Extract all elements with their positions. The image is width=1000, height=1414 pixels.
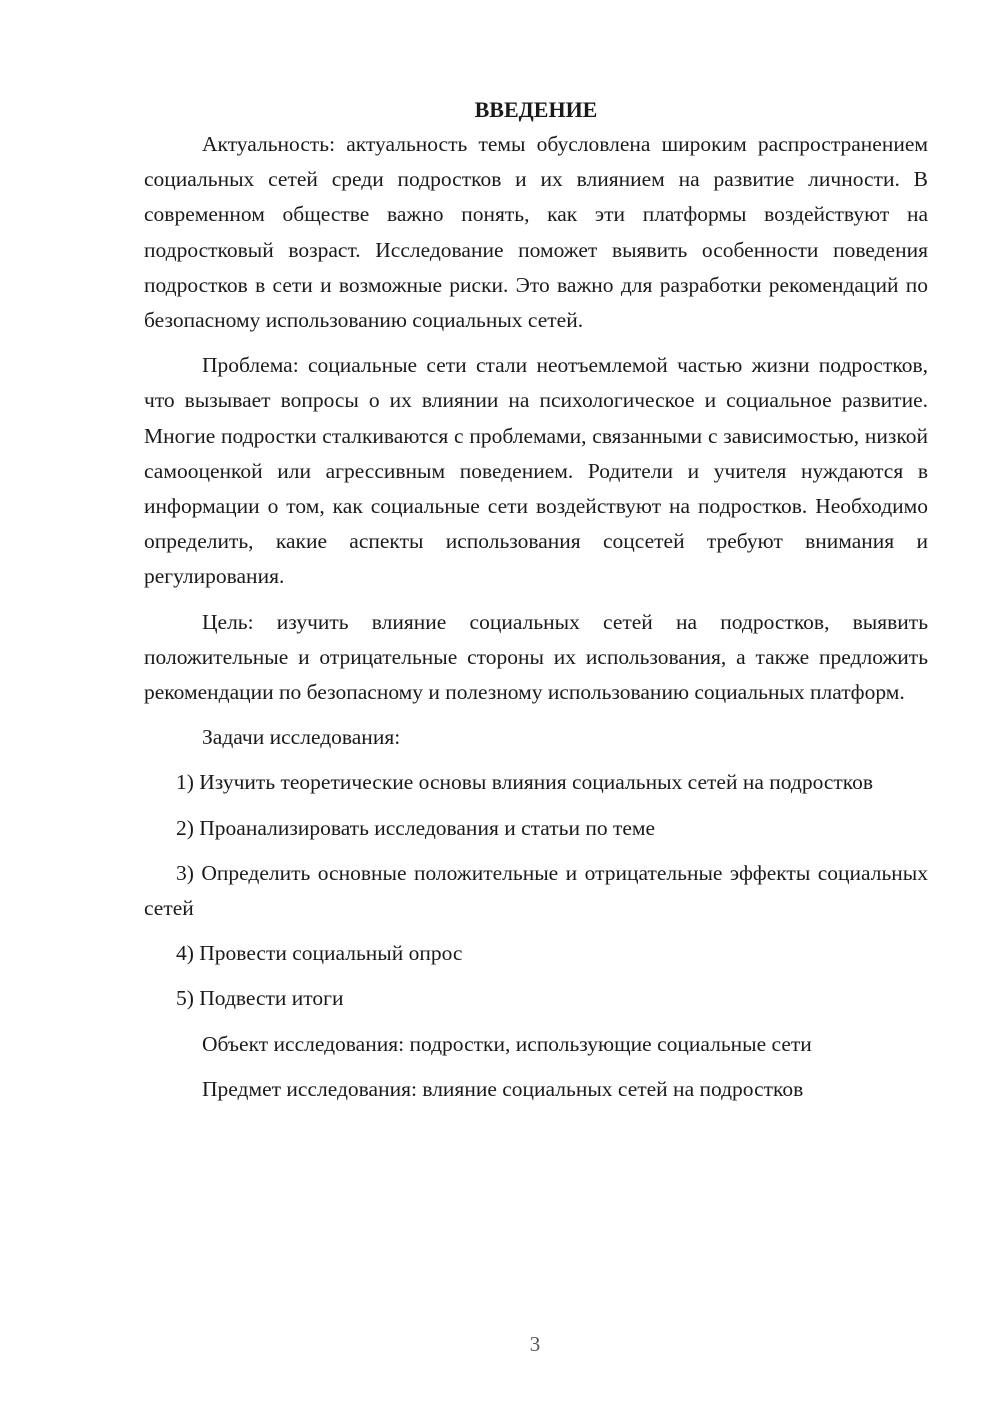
problem-paragraph: Проблема: социальные сети стали неотъемлемой частью жизни подростков, что вызывает вопросы о их влиянии на психологическое и социальное развитие. Многие подростки сталкиваются с проблемами, связанными с зависимостью, низкой самооценкой или агрессивным поведением. Родители и учителя нуждаются в информации о том, как социальные сети воздействуют на подростков. Необходимо определить, какие аспекты использования соцсетей требуют внимания и регулирования. <box>144 353 928 589</box>
task-item-2: 2) Проанализировать исследования и статьи по теме <box>176 815 656 840</box>
page-title: ВВЕДЕНИЕ <box>474 97 598 122</box>
research-object: Объект исследования: подростки, использующие социальные сети <box>202 1031 812 1056</box>
task-item-4: 4) Провести социальный опрос <box>176 941 463 966</box>
task-item-3: 3) Определить основные положительные и отрицательные эффекты социальных сетей <box>144 860 928 921</box>
task-item-1: 1) Изучить теоретические основы влияния социальных сетей на подростков <box>176 770 874 795</box>
task-item-5: 5) Подвести итоги <box>176 986 344 1011</box>
research-subject: Предмет исследования: влияние социальных сетей на подростков <box>202 1076 804 1101</box>
relevance-paragraph: Актуальность: актуальность темы обусловлена широким распространением социальных сетей среди подростков и их влиянием на развитие личности. В современном обществе важно понять, как эти платформы воздействуют на подростковый возраст. Исследование поможет выявить особенности поведения подростков в сети и возможные риски. Это важно для разработки рекомендаций по безопасному использованию социальных сетей. <box>144 132 928 333</box>
page-number: 3 <box>529 1332 541 1356</box>
tasks-heading: Задачи исследования: <box>202 725 401 750</box>
document-page <box>144 92 928 1117</box>
goal-paragraph: Цель: изучить влияние социальных сетей на подростков, выявить положительные и отрицательные стороны их использования, а также предложить рекомендации по безопасному и полезному использованию социальных платформ. <box>144 609 928 705</box>
